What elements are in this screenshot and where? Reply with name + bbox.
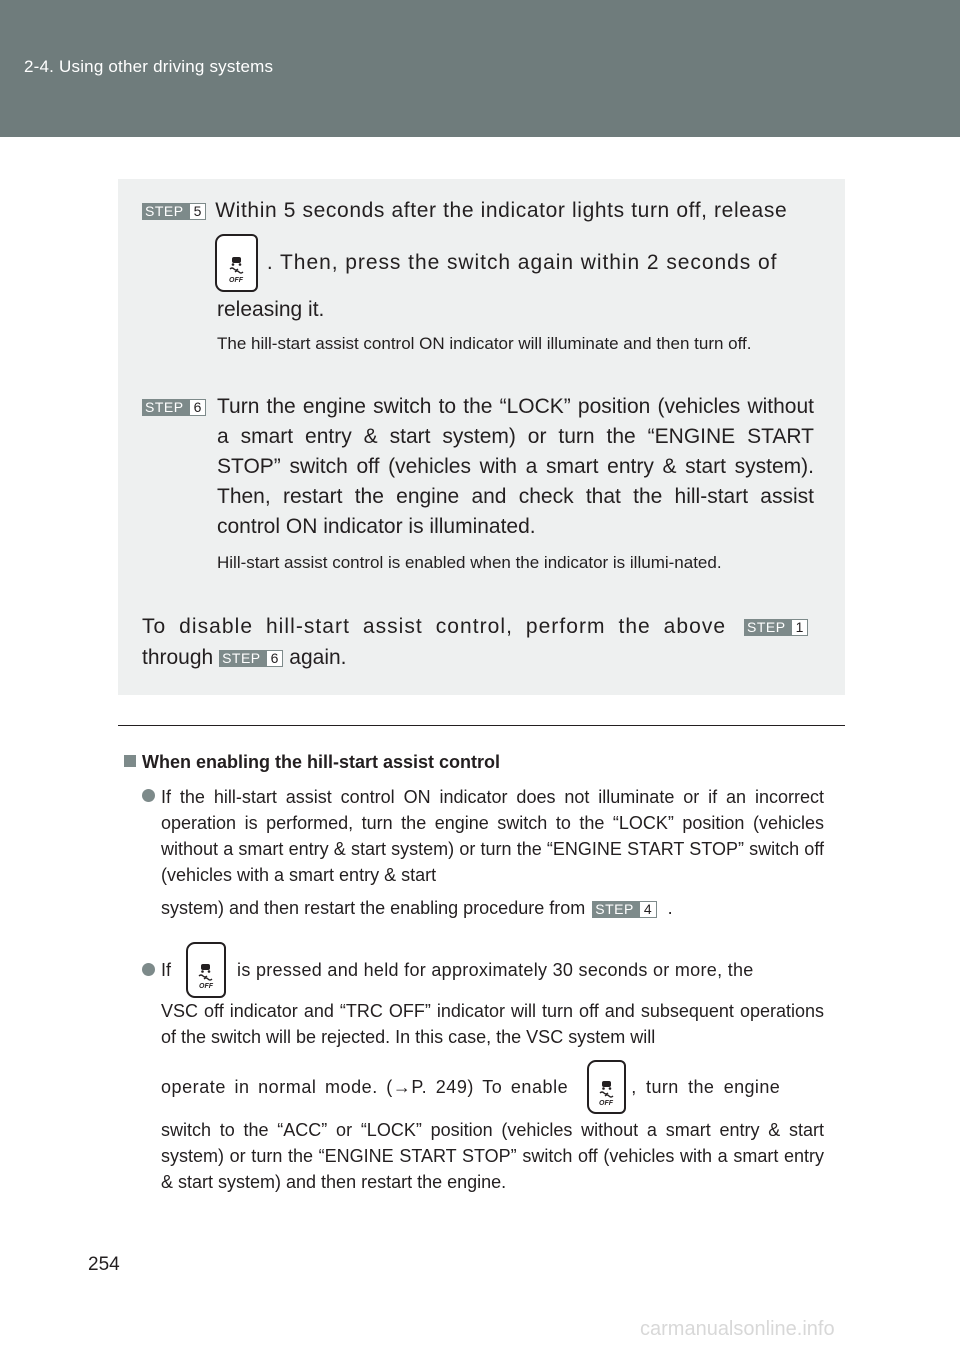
disable-line2 (142, 643, 347, 673)
disable-text-3: again. (289, 646, 347, 669)
watermark: carmanualsonline.info (640, 1318, 835, 1340)
page-number: 254 (88, 1254, 120, 1275)
bullet1-last-line: system) and then restart the enabling procedure from STEP 4 . (161, 898, 673, 918)
info-section-title: When enabling the hill-start assist control (124, 752, 500, 773)
disable-line1 (142, 612, 814, 642)
section-heading: 2-4. Using other driving systems (24, 57, 274, 76)
square-bullet-icon (124, 755, 136, 767)
svg-text:OFF: OFF (199, 983, 214, 990)
step5-text-line2: . Then, press the switch again within 2 seconds of (266, 251, 778, 274)
step-badge: STEP 6 (219, 650, 283, 667)
page-header (0, 0, 960, 137)
step5-text-line3: releasing it. (217, 298, 325, 321)
bullet-dot-icon (142, 963, 155, 976)
bullet2-middle: VSC off indicator and “TRC OFF” indicator will turn off and subsequent operations of the switch will be rejected. In this case, the VSC system will (161, 1001, 824, 1047)
bullet2-first-line: If OFF is pressed and held for approximately 30 seconds or more, the (161, 942, 824, 998)
vsc-off-switch-icon (587, 1060, 626, 1114)
bullet1-text: If the hill-start assist control ON indicator does not illuminate or if an incorrect operation is performed, turn the engine switch to the “LOCK” position (vehicles without a smart entry & start system) or turn the “ENGINE START STOP” switch off (vehicles with a smart entry & start (161, 787, 824, 885)
procedure-panel (118, 179, 845, 695)
svg-text:OFF: OFF (599, 1100, 614, 1107)
disable-text-2: through (142, 646, 214, 669)
step6-badge-wrap (142, 392, 206, 422)
bullet2-operate-line: operate in normal mode. (→P. 249) To enable OFF , turn the engine (161, 1060, 824, 1114)
step5-note: The hill-start assist control ON indicator will illuminate and then turn off. (217, 334, 752, 353)
step6-text: Turn the engine switch to the “LOCK” position (vehicles without a smart entry & start system) or turn the “ENGINE START STOP” switch off (vehicles with a smart entry & start system). Then, restart the engine and check that the hill-start assist control ON indicator is illuminated. (217, 395, 814, 538)
bullet2-end: switch to the “ACC” or “LOCK” position (vehicles without a smart entry & start system) or turn the “ENGINE START STOP” switch off (vehicles with a smart entry & start system) and then restart the engine. (161, 1120, 824, 1192)
step-badge: STEP 6 (142, 399, 206, 416)
step5-line2 (215, 234, 814, 292)
step6-note: Hill-start assist control is enabled when the indicator is illumi-nated. (217, 553, 722, 572)
svg-text:OFF: OFF (229, 277, 243, 284)
disable-text-1: To disable hill-start assist control, perform the above (142, 615, 727, 638)
vsc-off-switch-icon (215, 234, 258, 292)
step5-row (142, 196, 814, 226)
vsc-off-switch-icon (186, 942, 226, 998)
step-badge: STEP 1 (744, 619, 808, 636)
step-badge: STEP 5 (142, 203, 206, 220)
bullet-dot-icon (142, 789, 155, 802)
divider (118, 725, 845, 726)
step-badge: STEP 4 (592, 901, 656, 918)
step5-text-line1: Within 5 seconds after the indicator lights turn off, release (215, 199, 788, 222)
